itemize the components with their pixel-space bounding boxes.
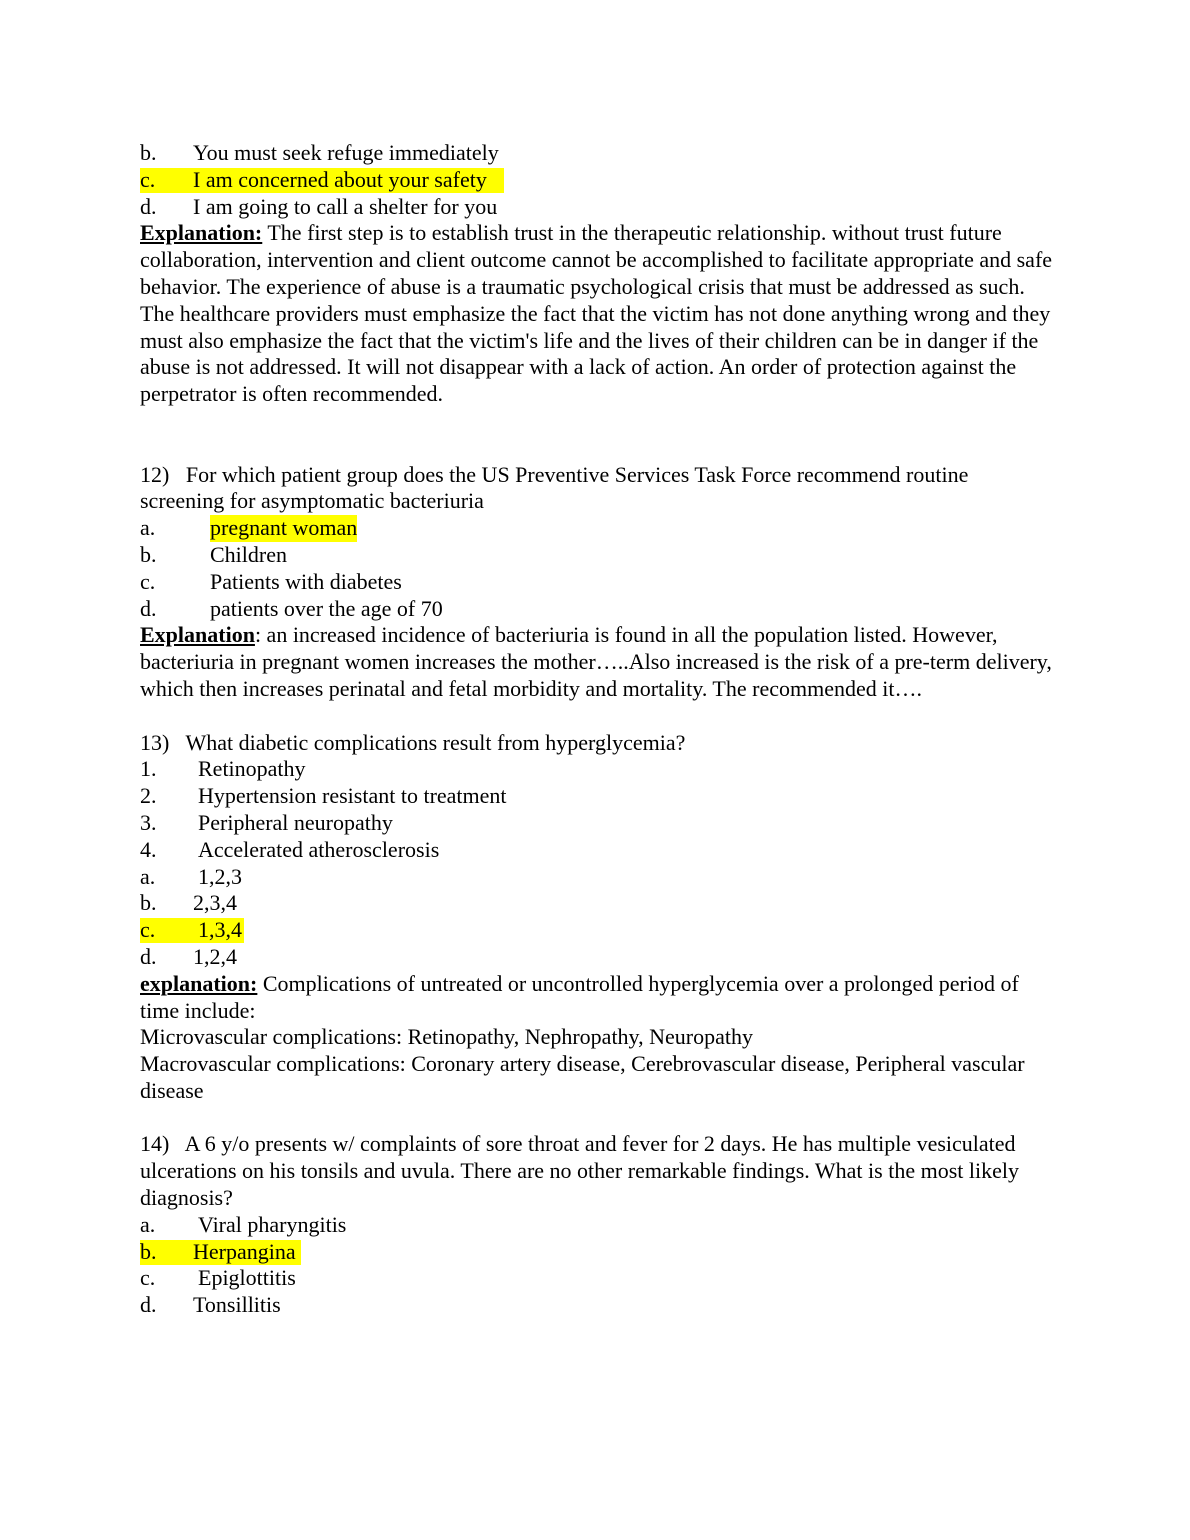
option-c [140, 569, 1055, 596]
question-number: 12) [140, 461, 170, 487]
option-c-answer [140, 917, 1055, 944]
option-letter: d. [140, 193, 157, 219]
option-b-answer [140, 1239, 1055, 1266]
option-text: Herpangina [193, 1238, 296, 1264]
option-letter: b. [140, 541, 157, 567]
question-14 [140, 1131, 1055, 1319]
item-text: Peripheral neuropathy [198, 809, 393, 835]
microvascular-line: Microvascular complications: Retinopathy, Nephropathy, Neuropathy [140, 1024, 753, 1050]
option-letter: b. [140, 140, 157, 165]
option-b [140, 140, 1055, 167]
numbered-item [140, 783, 1055, 810]
question-text: For which patient group does the US Preventive Services Task Force recommend routine screening for asymptomatic bacteriuria [140, 461, 969, 514]
item-number: 3. [140, 809, 157, 835]
item-text: Retinopathy [198, 756, 306, 782]
explanation-label: explanation: [140, 970, 258, 996]
option-text: patients over the age of 70 [210, 595, 443, 621]
macrovascular-line: Macrovascular complications: Coronary artery disease, Cerebrovascular disease, Peripheral vascular disease [140, 1051, 1025, 1103]
option-text: 1,3,4 [198, 917, 242, 943]
numbered-item [140, 810, 1055, 837]
option-letter: d. [140, 943, 157, 969]
option-text: 2,3,4 [193, 890, 237, 916]
numbered-item [140, 756, 1055, 783]
question-stem [140, 462, 1055, 516]
option-a-answer [140, 515, 1055, 542]
explanation-text: The first step is to establish trust in the therapeutic relationship. without trust future collaboration, intervention and client outcome cannot be accomplished to facilitate appropriate and safe behavior. The experience of abuse is a traumatic psychological crisis that must be addressed as such. The healthcare providers must emphasize the fact that the victim has not done anything wrong and they must also emphasize the fact that the victim's life and the lives of their children can be in danger if the abuse is not addressed. It will not disappear with a lack of action. An order of protection against the perpetrator is often recommended. [140, 220, 1053, 407]
option-letter: d. [140, 1292, 157, 1318]
item-text: Accelerated atherosclerosis [198, 836, 440, 862]
option-d [140, 194, 1055, 221]
item-text: Hypertension resistant to treatment [198, 783, 507, 809]
option-letter: a. [140, 863, 156, 889]
option-d [140, 1292, 1055, 1319]
option-letter: c. [140, 1265, 156, 1291]
option-letter: c. [140, 166, 156, 192]
option-text: Patients with diabetes [210, 568, 402, 594]
option-b [140, 890, 1055, 917]
option-text: Tonsillitis [193, 1292, 281, 1318]
option-text: 1,2,3 [198, 863, 242, 889]
option-letter: d. [140, 595, 157, 621]
question-number: 13) [140, 729, 170, 755]
item-number: 2. [140, 783, 157, 809]
question-stem [140, 730, 1055, 757]
option-letter: b. [140, 890, 157, 916]
option-c-answer [140, 167, 1055, 194]
option-letter: b. [140, 1238, 157, 1264]
option-a [140, 864, 1055, 891]
option-text: Viral pharyngitis [198, 1211, 347, 1237]
option-c [140, 1265, 1055, 1292]
option-letter: a. [140, 515, 156, 541]
explanation-label: Explanation: [140, 220, 263, 246]
option-text: 1,2,4 [193, 943, 237, 969]
option-letter: c. [140, 917, 156, 943]
question-text: A 6 y/o presents w/ complaints of sore throat and fever for 2 days. He has multiple vesiculated ulcerations on his tonsils and uvula. There are no other remarkable findings. What is the most likely diagnosis? [140, 1131, 1019, 1211]
explanation-text: : an increased incidence of bacteriuria is found in all the population listed. However, bacteriuria in pregnant women increases the mother…..Also increased is the risk of a pre-term delivery, which then increases perinatal and fetal morbidity and mortality. The recommended it…. [140, 622, 1052, 701]
question-number: 14) [140, 1131, 170, 1157]
numbered-item [140, 837, 1055, 864]
item-number: 4. [140, 836, 157, 862]
explanation [140, 622, 1055, 702]
question-11 [140, 140, 1055, 408]
option-letter: c. [140, 568, 156, 594]
option-d [140, 596, 1055, 623]
explanation-label: Explanation [140, 622, 255, 648]
document-page [140, 140, 1055, 1319]
option-text: I am concerned about your safety [193, 166, 487, 192]
option-b [140, 542, 1055, 569]
explanation [140, 220, 1055, 408]
question-12 [140, 462, 1055, 703]
explanation [140, 971, 1055, 1025]
option-a [140, 1212, 1055, 1239]
question-stem [140, 1131, 1055, 1211]
option-text: You must seek refuge immediately [193, 140, 499, 165]
item-number: 1. [140, 756, 157, 782]
question-13 [140, 730, 1055, 1105]
option-d [140, 944, 1055, 971]
question-text: What diabetic complications result from hyperglycemia? [185, 729, 686, 755]
option-text: Children [210, 541, 287, 567]
option-text: Epiglottitis [198, 1265, 296, 1291]
option-text: pregnant woman [210, 515, 358, 541]
option-text: I am going to call a shelter for you [193, 193, 498, 219]
explanation-text: Complications of untreated or uncontrolled hyperglycemia over a prolonged period of time include: [140, 970, 1019, 1023]
option-letter: a. [140, 1211, 156, 1237]
